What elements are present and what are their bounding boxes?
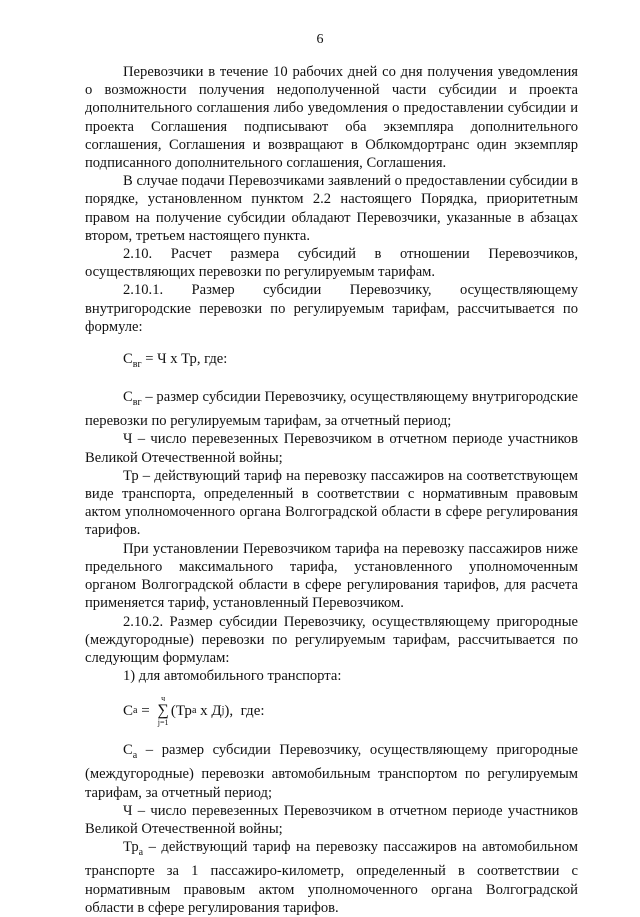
paragraph: 2.10.1. Размер субсидии Перевозчику, осуществляющему внутригородские перевозки по регулируемым тарифам, рассчитывается по формуле: <box>85 282 578 335</box>
section-heading: 2.10. Расчет размера субсидий в отношении Перевозчиков, осуществляющих перевозки по регулируемым тарифам. <box>85 246 578 281</box>
document-body <box>85 63 578 917</box>
paragraph: Перевозчики в течение 10 рабочих дней со дня получения уведомления о возможности получения недополученной части субсидии и проекта дополнительного соглашения либо уведомления о предоставлении субсидии и проекта Соглашения подписывают оба экземпляра дополнительного соглашения, Соглашения и возвращают в Облкомдортранс один экземпляр подписанного дополнительного соглашения, Соглашения. <box>85 64 578 172</box>
definition-paragraph: Ч – число перевезенных Перевозчиком в отчетном периоде участников Великой Отечественной войны; <box>85 431 578 466</box>
paragraph: 2.10.2. Размер субсидии Перевозчику, осуществляющему пригородные (междугородные) перевозки по регулируемым тарифам, рассчитывается по следующим формулам: <box>85 613 578 666</box>
paragraph: При установлении Перевозчиком тарифа на перевозку пассажиров ниже предельного максимального тарифа, установленного уполномоченным органом Волгоградской области в сфере регулирования тарифов, для расчета применяется тариф, установленный Перевозчиком. <box>85 540 578 612</box>
paragraph: В случае подачи Перевозчиками заявлений о предоставлении субсидии в порядке, установленном пунктом 2.2 настоящего Порядка, приоритетным правом на получение субсидии обладают Перевозчики, указанные в абзацах втором, третьем настоящего пункта. <box>85 173 578 244</box>
formula-internal-city: $С_{вг} = Ч$ х Тр, где: <box>123 351 228 370</box>
definition-paragraph: $Тр_а$ – действующий тариф на перевозку пассажиров на автомобильном транспорте за 1 пассажиро-километр, определенный в соответствии с нормативным правовым актом уполномоченного органа Волгоградской области в сфере регулирования тарифов. <box>85 839 578 916</box>
summation-symbol: ч ∑ j=1 <box>157 694 169 728</box>
definition-paragraph: Тр – действующий тариф на перевозку пассажиров на соответствующем виде транспорта, определенный в соответствии с нормативным правовым актом уполномоченного органа Волгоградской области в сфере регулирования тарифов. <box>85 467 578 539</box>
definition-paragraph: $С_а$ – размер субсидии Перевозчику, осуществляющему пригородные (междугородные) перевозки автомобильным транспортом по регулируемым тарифам, за отчетный период; <box>85 742 578 801</box>
list-item: 1) для автомобильного транспорта: <box>123 668 342 685</box>
page-number: 6 <box>316 32 324 47</box>
definition-paragraph: Ч – число перевезенных Перевозчиком в отчетном периоде участников Великой Отечественной войны; <box>85 802 578 838</box>
definition-paragraph: $С_{вг}$ – размер субсидии Перевозчику, осуществляющему внутригородские перевозки по регулируемым тарифам, за отчетный период; <box>85 389 578 430</box>
formula-suburban: С а = ч ∑ j=1 (Тр а х Д j ), где: <box>123 694 265 728</box>
